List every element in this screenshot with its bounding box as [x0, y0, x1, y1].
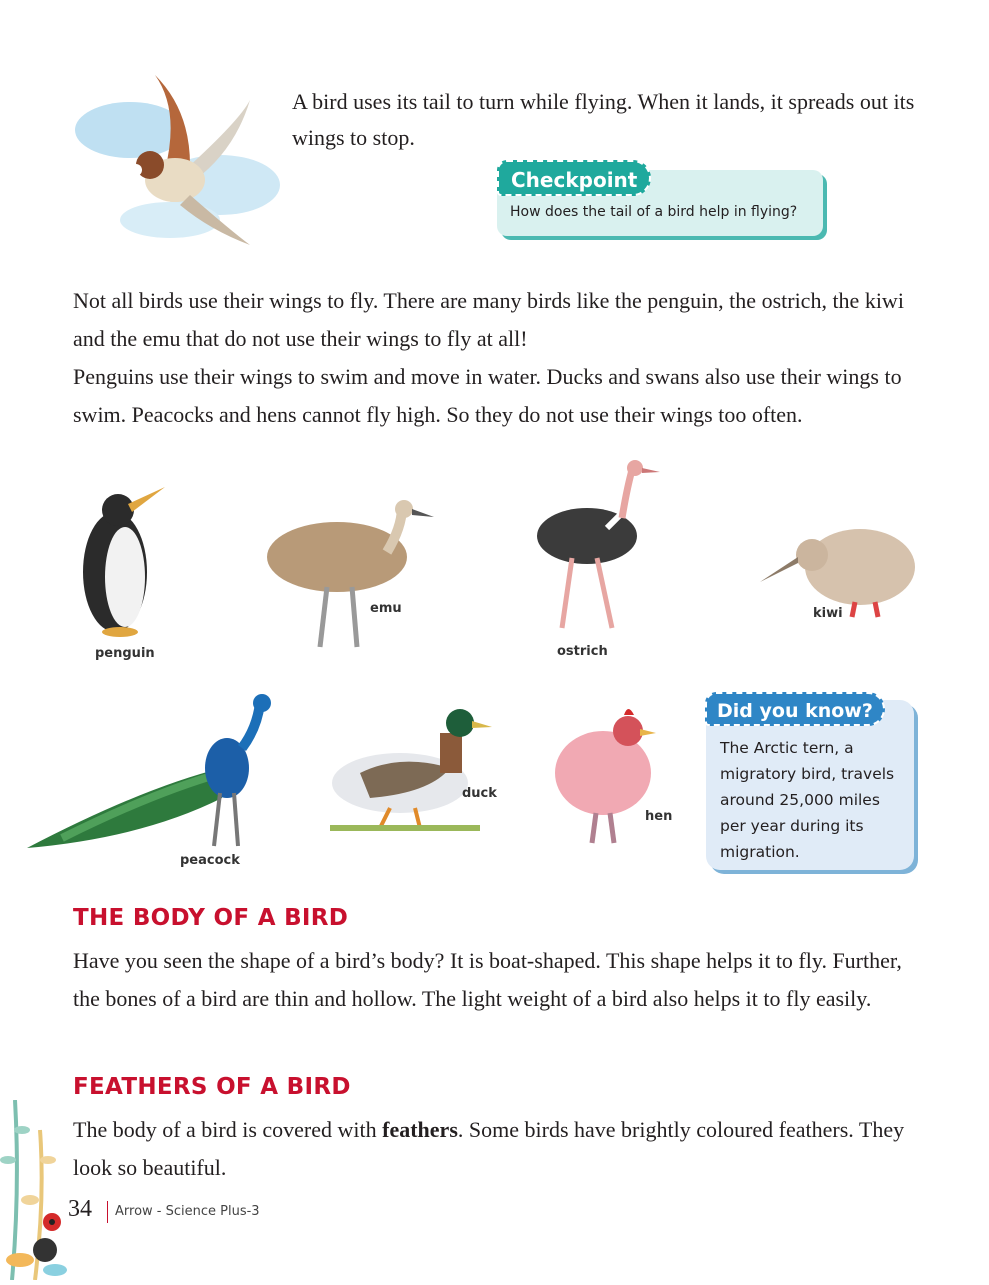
ostrich-illustration	[532, 458, 662, 633]
did-you-know-text: The Arctic tern, a migratory bird, travels around 25,000 miles per year during its migration.	[720, 739, 895, 861]
hen-illustration	[548, 703, 663, 853]
footer-divider	[107, 1201, 108, 1223]
body-of-bird-heading: THE BODY OF A BIRD	[73, 905, 349, 931]
intro-paragraph: A bird uses its tail to turn while flying. When it lands, it spreads out its wings to stop.	[292, 89, 915, 150]
penguin-label: penguin	[95, 646, 155, 661]
feathers-keyword: feathers	[382, 1117, 458, 1142]
feathers-text-end: . Some birds have brightly coloured feathers. They look so beautiful.	[73, 1117, 905, 1180]
feathers-text	[73, 1111, 918, 1187]
page-number: 34	[68, 1196, 92, 1222]
emu-illustration	[262, 497, 437, 657]
emu-label: emu	[370, 601, 402, 616]
duck-label: duck	[462, 786, 497, 801]
ostrich-label: ostrich	[557, 644, 608, 659]
duck-illustration	[320, 703, 495, 838]
flying-sparrow-illustration	[70, 70, 285, 250]
floral-decoration	[0, 1100, 70, 1280]
peacock-illustration	[22, 688, 277, 853]
checkpoint-title: Checkpoint	[497, 160, 651, 196]
paragraph-wing-uses: Penguins use their wings to swim and move in water. Ducks and swans also use their wings to swim. Peacocks and hens cannot fly high. So they do not use their wings too often.	[73, 364, 902, 427]
hen-label: hen	[645, 809, 673, 824]
paragraph-flightless-birds: Not all birds use their wings to fly. There are many birds like the penguin, the ostrich, the kiwi and the emu that do not use their wings to fly at all!	[73, 288, 904, 351]
book-title: Arrow - Science Plus-3	[115, 1204, 260, 1219]
penguin-illustration	[70, 482, 170, 642]
checkpoint-question: How does the tail of a bird help in flying?	[510, 204, 798, 220]
did-you-know-title: Did you know?	[705, 692, 885, 726]
peacock-label: peacock	[180, 853, 240, 868]
kiwi-label: kiwi	[813, 606, 843, 621]
feathers-text-start: The body of a bird is covered with	[73, 1117, 383, 1142]
body-of-bird-text: Have you seen the shape of a bird’s body? It is boat-shaped. This shape helps it to fly. Further, the bones of a bird are thin and hollow. The light weight of a bird also helps it to fly easily.	[73, 948, 902, 1011]
feathers-heading: FEATHERS OF A BIRD	[73, 1074, 351, 1100]
